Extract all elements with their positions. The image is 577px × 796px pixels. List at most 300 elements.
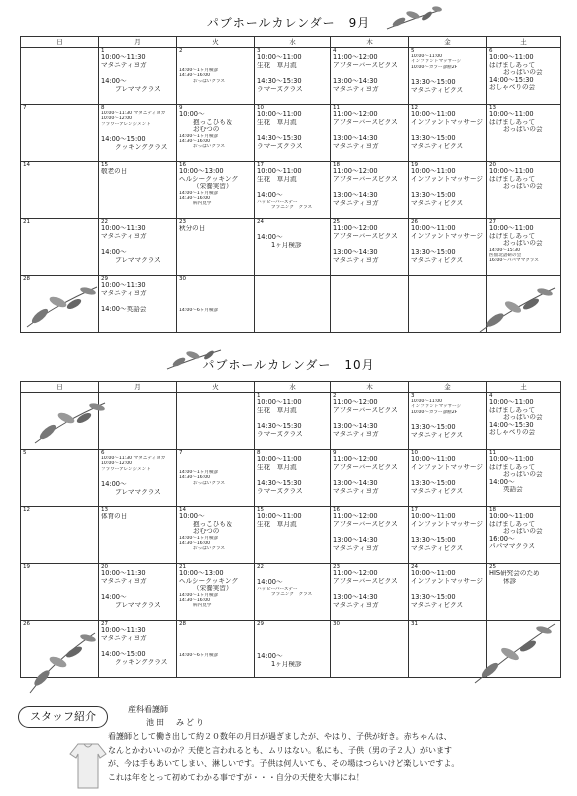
event-text: 生花 草月流 <box>257 175 297 183</box>
event-text: 13:00～14:30 <box>333 594 378 601</box>
event-text: 10:00～11:00 <box>257 111 302 118</box>
event-text: 14:30～15:30 <box>257 135 302 142</box>
day-number: 4 <box>333 48 337 54</box>
calendar-day-cell <box>21 450 99 507</box>
day-number: 17 <box>411 507 418 513</box>
calendar-day-cell <box>255 105 331 162</box>
event-text: 14:00～15:30 <box>489 247 521 253</box>
event-text: 11:00～12:00 <box>333 111 378 118</box>
day-number: 8 <box>101 105 105 111</box>
event-text: 10:00～11:00 <box>257 54 302 61</box>
calendar-day-cell <box>255 507 331 564</box>
weekday-header: 金 <box>409 37 487 48</box>
day-number: 25 <box>333 219 340 225</box>
event-text: プレママクラス <box>115 85 161 93</box>
calendar-day-cell <box>21 48 99 105</box>
event-text: マタニティヨガ <box>101 232 147 240</box>
day-number: 23 <box>179 219 186 225</box>
staff-message <box>108 730 570 784</box>
weekday-header: 火 <box>177 382 255 393</box>
event-text: 10:00～11:00 <box>411 54 443 59</box>
event-text: 生花 草月流 <box>257 118 297 126</box>
day-number: 26 <box>23 621 30 627</box>
day-number: 16 <box>179 162 186 168</box>
event-text: 10:00～カラー診断2F <box>411 409 458 415</box>
day-number: 25 <box>489 564 496 570</box>
calendar-day-cell <box>487 564 561 621</box>
event-text: 10:00～11:00 <box>489 111 534 118</box>
event-text: おっぱいの会 <box>503 528 543 535</box>
leaf-decoration-icon <box>385 4 445 34</box>
calendar-day-cell <box>255 621 331 678</box>
event-text: 14:00～ <box>101 481 127 489</box>
event-text: 14:30～16:00 <box>179 138 211 144</box>
event-text: 14:30～16:00 <box>179 597 211 603</box>
event-text: マタニティビクス <box>411 256 464 264</box>
day-number: 26 <box>411 219 418 225</box>
calendar-day-cell <box>487 450 561 507</box>
event-text: 10:00～11:00 <box>489 225 534 232</box>
event-text: 生花 草月流 <box>257 463 297 471</box>
calendar-day-cell <box>331 621 409 678</box>
event-text: 14:00～1ヶ月検診 <box>179 535 219 541</box>
day-number: 6 <box>101 450 105 456</box>
event-text: マタニティヨガ <box>333 544 379 552</box>
day-number: 24 <box>411 564 418 570</box>
event-text: アフターバースビクス <box>333 118 398 126</box>
staff-message-line: が、今は手もあいてしまい、淋しいです。子供は何人いても、その場はつらいけど楽しいですよ。 <box>108 759 460 768</box>
calendar-day-cell <box>255 276 331 333</box>
weekday-header: 金 <box>409 382 487 393</box>
staff-introduction <box>0 704 577 796</box>
day-number: 17 <box>257 162 264 168</box>
calendar-day-cell <box>409 450 487 507</box>
day-number: 23 <box>333 564 340 570</box>
event-text: 病内見学 <box>193 603 212 609</box>
day-number: 1 <box>257 393 261 399</box>
event-text: 10:00～11:00 <box>411 111 456 118</box>
event-text: 14:00～1ヶ月検診 <box>179 592 219 598</box>
event-text: 13:30～15:00 <box>411 424 456 432</box>
event-text: 13:30～15:00 <box>411 249 456 256</box>
day-number: 12 <box>23 507 30 513</box>
event-text: 14:00～1ヶ月検診 <box>179 190 219 196</box>
event-text: 14:30～15:30 <box>257 78 302 85</box>
leaf-decoration-icon <box>30 398 110 448</box>
event-text: マタニティビクス <box>411 487 464 495</box>
calendar-day-cell <box>177 393 255 450</box>
event-text: マタニティヨガ <box>333 601 379 609</box>
event-text: マタニティヨガ <box>101 61 147 69</box>
event-text: 敬老の日 <box>101 168 128 175</box>
day-number: 5 <box>23 450 27 456</box>
calendar-day-cell <box>99 276 177 333</box>
event-text: 14:00～15:30 <box>489 421 534 429</box>
event-text: インファントマッサージ <box>411 232 484 240</box>
event-text: 10:00～11:30 <box>101 54 146 61</box>
event-text: 11:00～12:00 <box>333 54 378 61</box>
weekday-header: 日 <box>21 37 99 48</box>
event-text: （栄養実習） <box>193 585 233 592</box>
weekday-header: 木 <box>331 37 409 48</box>
event-text: おっぱいクラス <box>193 144 226 150</box>
event-text: 生花 草月流 <box>257 520 297 528</box>
event-text: 10:00～11:30 <box>101 570 146 577</box>
event-text: アフターバースビクス <box>333 406 398 414</box>
staff-message-line: 看護師として働き出して約２０数年の月日が過ぎましたが、やはり、子供が好き。赤ちゃんは、 <box>108 732 452 741</box>
event-text: 14:00～ <box>257 192 283 199</box>
calendar-day-cell <box>177 450 255 507</box>
event-text: 14:30～16:00 <box>179 195 211 201</box>
calendar-day-cell <box>409 219 487 276</box>
day-number: 5 <box>411 48 415 54</box>
event-text: おっぱいの会 <box>503 126 543 133</box>
calendar-day-cell <box>331 162 409 219</box>
weekday-header: 土 <box>487 382 561 393</box>
calendar-day-cell <box>177 507 255 564</box>
event-text: フラワーアレンジメント <box>101 121 151 127</box>
event-text: 14:30～16:00 <box>179 475 211 481</box>
event-text: おむつの <box>193 528 220 535</box>
calendar-day-cell <box>99 507 177 564</box>
leaf-decoration-icon <box>165 344 225 374</box>
calendar-day-cell <box>409 162 487 219</box>
event-text: マタニティヨガ <box>333 85 379 93</box>
event-text: 13:00～14:30 <box>333 78 378 85</box>
calendar-day-cell <box>21 105 99 162</box>
event-text: 14:00～ <box>101 594 127 601</box>
event-text: 14:00～6ヶ月検診 <box>179 308 219 313</box>
baby-clothes-icon <box>68 740 108 792</box>
event-text: フラワーアレンジメント <box>101 466 151 472</box>
weekday-header: 木 <box>331 382 409 393</box>
event-text: インファントマッサージ <box>411 577 484 585</box>
event-text: おっぱいクラス <box>193 78 226 84</box>
event-text: 10:00～11:00 <box>489 456 534 463</box>
event-text: クッキングクラス <box>115 143 168 151</box>
event-text: 10:00～12:00 <box>101 461 133 467</box>
calendar-day-cell <box>177 105 255 162</box>
event-text: マタニティヨガ <box>333 430 379 438</box>
calendar-day-cell <box>255 162 331 219</box>
event-text: 10:00～11:00 <box>489 513 534 520</box>
calendar-day-cell <box>409 564 487 621</box>
event-text: インファントマッサージ <box>411 59 462 65</box>
day-number: 4 <box>489 393 493 399</box>
day-number: 11 <box>333 105 340 111</box>
event-text: マタニティビクス <box>411 601 464 609</box>
calendar-day-cell <box>99 564 177 621</box>
event-text: はげましあって <box>489 520 536 528</box>
day-number: 18 <box>489 507 496 513</box>
staff-name: 池田 みどり <box>146 718 206 727</box>
event-text: 抱っこひも＆ <box>193 520 233 528</box>
day-number: 2 <box>333 393 337 399</box>
calendar-day-cell <box>21 162 99 219</box>
event-text: 11:00～12:00 <box>333 399 378 406</box>
event-text: 14:00～1ヶ月検診 <box>179 68 219 73</box>
event-text: 13:30～15:00 <box>411 537 456 544</box>
day-number: 6 <box>489 48 493 54</box>
calendar-day-cell <box>99 48 177 105</box>
calendar-day-cell <box>177 48 255 105</box>
day-number: 31 <box>411 621 418 627</box>
calendar-day-cell <box>255 48 331 105</box>
day-number: 14 <box>179 507 186 513</box>
event-text: プレママクラス <box>115 256 161 264</box>
leaf-decoration-icon <box>470 618 560 688</box>
event-text: おっぱいの会 <box>503 240 543 247</box>
day-number: 22 <box>101 219 108 225</box>
event-text: 10:00～11:30 <box>101 225 146 232</box>
event-text: 10:00～11:00 <box>489 399 534 406</box>
event-text: 10:00～11:00 <box>411 168 456 175</box>
leaf-decoration-icon <box>20 628 100 698</box>
event-text: 13:30～15:00 <box>411 192 456 199</box>
event-text: 13:00～14:30 <box>333 135 378 142</box>
event-text: 14:00～英語会 <box>101 306 147 313</box>
event-text: インファントマッサージ <box>411 463 484 471</box>
event-text: 抱っこひも＆ <box>193 118 233 126</box>
event-text: プラニング クラス <box>271 591 313 597</box>
event-text: 10:00～11:00 <box>257 456 302 463</box>
event-text: 13:30～15:00 <box>411 594 456 601</box>
weekday-header-row <box>21 37 561 48</box>
calendar-day-cell <box>21 219 99 276</box>
event-text: おっぱいの会 <box>503 183 543 190</box>
event-text: 10:00～13:00 <box>179 168 224 175</box>
day-number: 3 <box>411 393 415 399</box>
day-number: 3 <box>257 48 261 54</box>
september-calendar-title: パブホールカレンダー 9月 <box>206 16 371 30</box>
calendar-day-cell <box>331 48 409 105</box>
event-text: マタニティヨガ <box>333 256 379 264</box>
event-text: プレママクラス <box>115 601 161 609</box>
calendar-day-cell <box>487 105 561 162</box>
event-text: 14:00～15:30 <box>489 76 534 84</box>
event-text: おむつの <box>193 126 220 133</box>
event-text: はげましあって <box>489 463 536 471</box>
event-text: インファントマッサージ <box>411 404 462 410</box>
event-text: 1ヶ月検診 <box>271 660 302 668</box>
event-text: アフターバースビクス <box>333 520 398 528</box>
event-text: インファントマッサージ <box>411 175 484 183</box>
day-number: 14 <box>23 162 30 168</box>
event-text: 10:00～11:00 <box>489 168 534 175</box>
event-text: 10:00～ <box>179 513 205 520</box>
calendar-day-cell <box>177 276 255 333</box>
event-text: パパママクラス <box>489 543 535 550</box>
calendar-week-row <box>21 507 561 564</box>
day-number: 30 <box>179 276 186 282</box>
day-number: 10 <box>257 105 264 111</box>
event-text: はげましあって <box>489 232 536 240</box>
event-text: 13:00～14:30 <box>333 192 378 199</box>
event-text: HIS研究会のため <box>489 570 540 577</box>
weekday-header-row <box>21 382 561 393</box>
event-text: おっぱいの会 <box>503 414 543 421</box>
staff-message-line: なんとかわいいのか？天使と言われるとも、ムリはない。私にも、子供（男の子２人）がいます <box>108 745 452 755</box>
event-text: 13:00～14:30 <box>333 537 378 544</box>
event-text: マタニティヨガ <box>101 289 147 297</box>
event-text: はげましあって <box>489 175 536 183</box>
day-number: 8 <box>257 450 261 456</box>
event-text: アフターバースビクス <box>333 463 398 471</box>
calendar-day-cell <box>99 162 177 219</box>
event-text: 病内見学 <box>193 201 212 207</box>
day-number: 7 <box>23 105 27 111</box>
calendar-week-row <box>21 219 561 276</box>
event-text: 14:00～ <box>257 653 283 660</box>
day-number: 20 <box>101 564 108 570</box>
event-text: 14:00～1ヶ月検診 <box>179 470 219 475</box>
event-text: マタニティビクス <box>411 544 464 552</box>
calendar-day-cell <box>99 450 177 507</box>
event-text: インファントマッサージ <box>411 520 484 528</box>
event-text: 14:00～15:00 <box>101 651 146 658</box>
event-text: おしゃべりの会 <box>489 84 536 91</box>
event-text: 10:00～11:00 <box>411 399 443 404</box>
event-text: 10:00～11:00 <box>411 456 456 463</box>
day-number: 30 <box>333 621 340 627</box>
calendar-day-cell <box>331 564 409 621</box>
weekday-header: 月 <box>99 37 177 48</box>
staff-badge: スタッフ紹介 <box>18 706 108 728</box>
event-text: アフターバースビクス <box>333 61 398 69</box>
event-text: マタニティビクス <box>411 142 464 150</box>
event-text: おっぱいクラス <box>193 480 226 486</box>
day-number: 28 <box>23 276 30 282</box>
event-text: ラマーズクラス <box>257 85 303 93</box>
event-text: 14:00～ <box>101 78 127 85</box>
event-text: 10:00～13:00 <box>179 570 224 577</box>
event-text: 10:00～11:00 <box>257 513 302 520</box>
event-text: 10:00～11:00 <box>257 399 302 406</box>
calendar-day-cell <box>409 48 487 105</box>
leaf-decoration-icon <box>22 282 102 332</box>
calendar-day-cell <box>255 219 331 276</box>
event-text: マタニティヨガ <box>101 577 147 585</box>
day-number: 9 <box>333 450 337 456</box>
event-text: 13:30～15:00 <box>411 79 456 87</box>
calendar-day-cell <box>21 564 99 621</box>
day-number: 13 <box>489 105 496 111</box>
staff-message-line: これは年をとって初めてわかる事ですが・・・自分の天使を大事にね！ <box>108 772 364 782</box>
calendar-day-cell <box>409 507 487 564</box>
event-text: 10:00～11:00 <box>489 54 534 61</box>
event-text: 休診 <box>503 577 517 585</box>
event-text: マタニティヨガ <box>101 634 147 642</box>
event-text: おっぱいの会 <box>503 471 543 478</box>
calendar-day-cell <box>177 219 255 276</box>
weekday-header: 水 <box>255 382 331 393</box>
calendar-day-cell <box>409 393 487 450</box>
event-text: 生花 草月流 <box>257 406 297 414</box>
calendar-day-cell <box>331 219 409 276</box>
event-text: ハッピーバースデー <box>257 586 298 592</box>
day-number: 20 <box>489 162 496 168</box>
day-number: 2 <box>179 48 183 54</box>
day-number: 24 <box>257 219 264 225</box>
day-number: 9 <box>179 105 183 111</box>
calendar-week-row <box>21 48 561 105</box>
calendar-day-cell <box>331 450 409 507</box>
event-text: 10:00～ <box>179 111 205 118</box>
event-text: マタニティビクス <box>411 86 464 94</box>
event-text: 11:00～12:00 <box>333 225 378 232</box>
calendar-day-cell <box>177 162 255 219</box>
event-text: ラマーズクラス <box>257 487 303 495</box>
event-text: インファントマッサージ <box>411 118 484 126</box>
day-number: 27 <box>489 219 496 225</box>
event-text: はげましあって <box>489 61 536 69</box>
event-text: 10:00～11:30 <box>101 282 146 289</box>
event-text: 14:30～16:00 <box>179 73 211 79</box>
event-text: 11:00～12:00 <box>333 513 378 520</box>
october-calendar-title: パブホールカレンダー 10月 <box>202 358 375 372</box>
day-number: 27 <box>101 621 108 627</box>
calendar-day-cell <box>331 393 409 450</box>
event-text: 13:00～14:30 <box>333 480 378 487</box>
day-number: 10 <box>411 450 418 456</box>
event-text: 英語会 <box>503 486 523 493</box>
day-number: 16 <box>333 507 340 513</box>
day-number: 15 <box>101 162 108 168</box>
calendar-day-cell <box>331 276 409 333</box>
calendar-week-row <box>21 564 561 621</box>
calendar-week-row <box>21 105 561 162</box>
event-text: 生花 草月流 <box>257 61 297 69</box>
day-number: 1 <box>101 48 105 54</box>
event-text: 14:00～6ヶ月検診 <box>179 653 219 658</box>
event-text: 体育の日 <box>101 513 128 520</box>
event-text: ラマーズクラス <box>257 430 303 438</box>
event-text: 10:00～12:00 <box>101 116 133 122</box>
calendar-day-cell <box>331 507 409 564</box>
calendar-week-row <box>21 450 561 507</box>
day-number: 19 <box>23 564 30 570</box>
calendar-day-cell <box>255 450 331 507</box>
calendar-day-cell <box>99 621 177 678</box>
event-text: アフターバースビクス <box>333 577 398 585</box>
calendar-day-cell <box>487 162 561 219</box>
weekday-header: 水 <box>255 37 331 48</box>
event-text: 10:00～11:00 <box>411 570 456 577</box>
event-text: 10:00～11:30 <box>101 627 146 634</box>
event-text: 13:00～14:30 <box>333 423 378 430</box>
day-number: 21 <box>23 219 30 225</box>
calendar-day-cell <box>99 105 177 162</box>
day-number: 29 <box>101 276 108 282</box>
calendar-day-cell <box>177 564 255 621</box>
event-text: はげましあって <box>489 118 536 126</box>
event-text: 11:00～12:00 <box>333 570 378 577</box>
event-text: 14:00～ <box>257 234 283 241</box>
day-number: 13 <box>101 507 108 513</box>
calendar-day-cell <box>487 393 561 450</box>
staff-role: 産科看護師 <box>128 705 168 714</box>
day-number: 28 <box>179 621 186 627</box>
event-text: 14:30～15:30 <box>257 423 302 430</box>
event-text: おっぱいの会 <box>503 69 543 76</box>
day-number: 29 <box>257 621 264 627</box>
event-text: マタニティヨガ <box>333 487 379 495</box>
calendar-day-cell <box>487 219 561 276</box>
day-number: 12 <box>411 105 418 111</box>
event-text: 1ヶ月検診 <box>271 241 302 249</box>
event-text: プラニング クラス <box>271 204 313 210</box>
event-text: クッキングクラス <box>115 658 168 666</box>
